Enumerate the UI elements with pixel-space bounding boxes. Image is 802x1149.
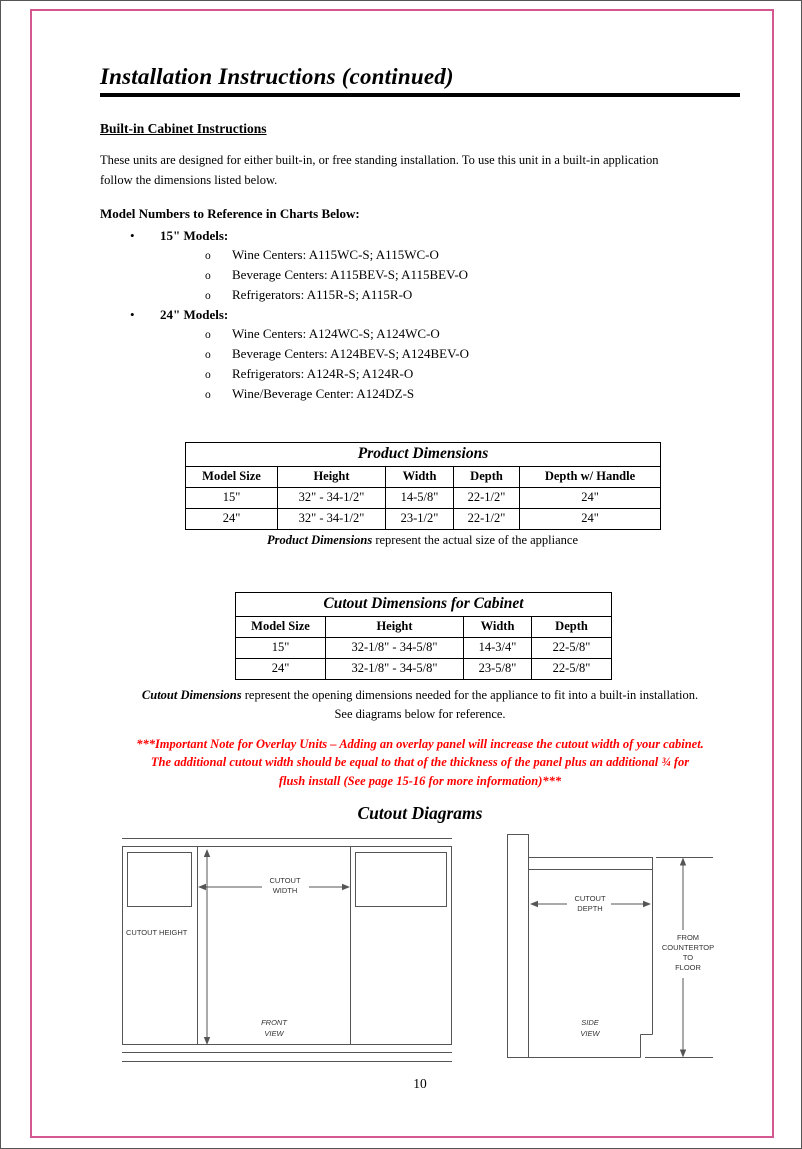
cell: 32-1/8" - 34-5/8" <box>326 637 464 658</box>
table-header-row <box>186 466 661 487</box>
overlay-note-line: ***Important Note for Overlay Units – Adding an overlay panel will increase the cutout width of your cabinet. <box>136 736 704 751</box>
table-row <box>186 508 661 529</box>
page-content <box>100 64 740 1092</box>
model-item <box>100 266 740 285</box>
col-header: Height <box>326 616 464 637</box>
cell: 32" - 34-1/2" <box>278 508 386 529</box>
side-view-arrowheads <box>530 857 686 1057</box>
front-cutout-width-label: CUTOUT <box>269 875 301 885</box>
cutout-dimensions-table <box>235 592 612 680</box>
cell: 15" <box>186 487 278 508</box>
cell: 14-3/4" <box>464 637 532 658</box>
cell: 32" - 34-1/2" <box>278 487 386 508</box>
side-view-caption: VIEW <box>580 1028 600 1038</box>
cell: 23-5/8" <box>464 658 532 679</box>
table-row <box>236 637 612 658</box>
sub-bullet-icon: o <box>205 329 211 342</box>
table-title-row <box>186 442 661 466</box>
front-cutout-height-label: CUTOUT HEIGHT <box>126 927 188 937</box>
models-heading: Model Numbers to Reference in Charts Below: <box>100 205 360 221</box>
front-cutout-width-label: WIDTH <box>272 885 298 895</box>
model-item <box>100 325 740 344</box>
front-view-diagram <box>122 835 452 1072</box>
cell: 22-5/8" <box>532 658 612 679</box>
front-view-linework <box>122 838 452 1061</box>
table-header-row <box>236 616 612 637</box>
model-group-24 <box>100 306 740 324</box>
cell: 24" <box>520 508 661 529</box>
col-header: Depth w/ Handle <box>520 466 661 487</box>
sub-bullet-icon: o <box>205 388 211 401</box>
side-cutout-depth-label: CUTOUT <box>574 893 606 903</box>
model-item <box>100 365 740 384</box>
table-row <box>186 487 661 508</box>
intro-paragraph <box>100 151 740 191</box>
sub-bullet-icon: o <box>205 349 211 362</box>
model-item <box>100 345 740 364</box>
side-cutout-depth-label: DEPTH <box>577 903 603 913</box>
title-rule <box>100 93 740 97</box>
caption-lead: Product Dimensions <box>266 532 373 547</box>
product-dimensions-table <box>185 442 661 530</box>
model-item-text: Beverage Centers: A115BEV-S; A115BEV-O <box>232 266 469 282</box>
overlay-units-note <box>100 735 740 791</box>
page-title: Installation Instructions (continued) <box>100 64 454 89</box>
model-item-text: Wine Centers: A124WC-S; A124WC-O <box>232 326 440 342</box>
overlay-note-line: flush install (See page 15-16 for more information)*** <box>278 774 562 789</box>
cutout-diagrams <box>100 832 740 1074</box>
col-header: Height <box>278 466 386 487</box>
model-list <box>100 227 740 404</box>
sub-bullet-icon: o <box>205 289 211 302</box>
model-item-text: Refrigerators: A115R-S; A115R-O <box>232 286 413 302</box>
product-table-caption <box>185 533 660 548</box>
cutout-table-title: Cutout Dimensions for Cabinet <box>236 592 612 616</box>
front-view-caption: VIEW <box>264 1028 284 1038</box>
section-heading: Built-in Cabinet Instructions <box>100 121 267 137</box>
model-item <box>100 385 740 404</box>
col-header: Depth <box>454 466 520 487</box>
bullet-icon: • <box>130 307 135 323</box>
side-view-diagram <box>505 832 717 1069</box>
cutout-table-caption <box>100 686 740 725</box>
product-table-title: Product Dimensions <box>186 442 661 466</box>
side-countertop-to-floor-label: TO <box>682 952 694 962</box>
side-view-caption: SIDE <box>581 1017 599 1027</box>
side-countertop-to-floor-label: FROM <box>676 932 700 942</box>
cell: 15" <box>236 637 326 658</box>
col-header: Width <box>386 466 454 487</box>
caption-text: represent the actual size of the appliance <box>372 532 579 547</box>
bullet-icon: • <box>130 227 135 243</box>
model-item-text: Beverage Centers: A124BEV-S; A124BEV-O <box>232 346 469 362</box>
caption-lead: Cutout Dimensions <box>141 687 242 702</box>
cell: 24" <box>236 658 326 679</box>
page-number: 10 <box>413 1075 427 1091</box>
table-title-row <box>236 592 612 616</box>
model-group-label: 24" Models: <box>160 307 229 323</box>
cell: 22-1/2" <box>454 508 520 529</box>
model-group-15 <box>100 227 740 245</box>
sub-bullet-icon: o <box>205 249 211 262</box>
front-view-caption: FRONT <box>261 1017 287 1027</box>
cell: 23-1/2" <box>386 508 454 529</box>
col-header: Depth <box>532 616 612 637</box>
col-header: Model Size <box>186 466 278 487</box>
col-header: Width <box>464 616 532 637</box>
model-item-text: Refrigerators: A124R-S; A124R-O <box>232 366 414 382</box>
cell: 22-5/8" <box>532 637 612 658</box>
model-item-text: Wine Centers: A115WC-S; A115WC-O <box>232 246 439 262</box>
cell: 24" <box>186 508 278 529</box>
model-group-label: 15" Models: <box>160 227 229 243</box>
intro-line: These units are designed for either built-in, or free standing installation. To use this unit in a built-in application <box>100 153 659 168</box>
sub-bullet-icon: o <box>205 269 211 282</box>
sub-bullet-icon: o <box>205 369 211 382</box>
overlay-note-line: The additional cutout width should be equal to that of the thickness of the panel plus an additional ¾ for <box>150 755 690 770</box>
cutout-diagrams-heading: Cutout Diagrams <box>357 802 483 823</box>
side-view-labels <box>574 894 714 1038</box>
intro-line: follow the dimensions listed below. <box>100 173 278 188</box>
model-item <box>100 286 740 305</box>
side-countertop-to-floor-label: FLOOR <box>675 962 701 972</box>
front-view-labels <box>126 876 301 1038</box>
cell: 24" <box>520 487 661 508</box>
model-item <box>100 246 740 265</box>
model-item-text: Wine/Beverage Center: A124DZ-S <box>232 385 415 401</box>
cell: 22-1/2" <box>454 487 520 508</box>
side-countertop-to-floor-label: COUNTERTOP <box>661 942 715 952</box>
caption-line: See diagrams below for reference. <box>334 707 506 722</box>
caption-line <box>100 686 740 705</box>
caption-text: represent the opening dimensions needed for the appliance to fit into a built-in installation. <box>241 687 699 702</box>
col-header: Model Size <box>236 616 326 637</box>
cell: 32-1/8" - 34-5/8" <box>326 658 464 679</box>
table-row <box>236 658 612 679</box>
cell: 14-5/8" <box>386 487 454 508</box>
